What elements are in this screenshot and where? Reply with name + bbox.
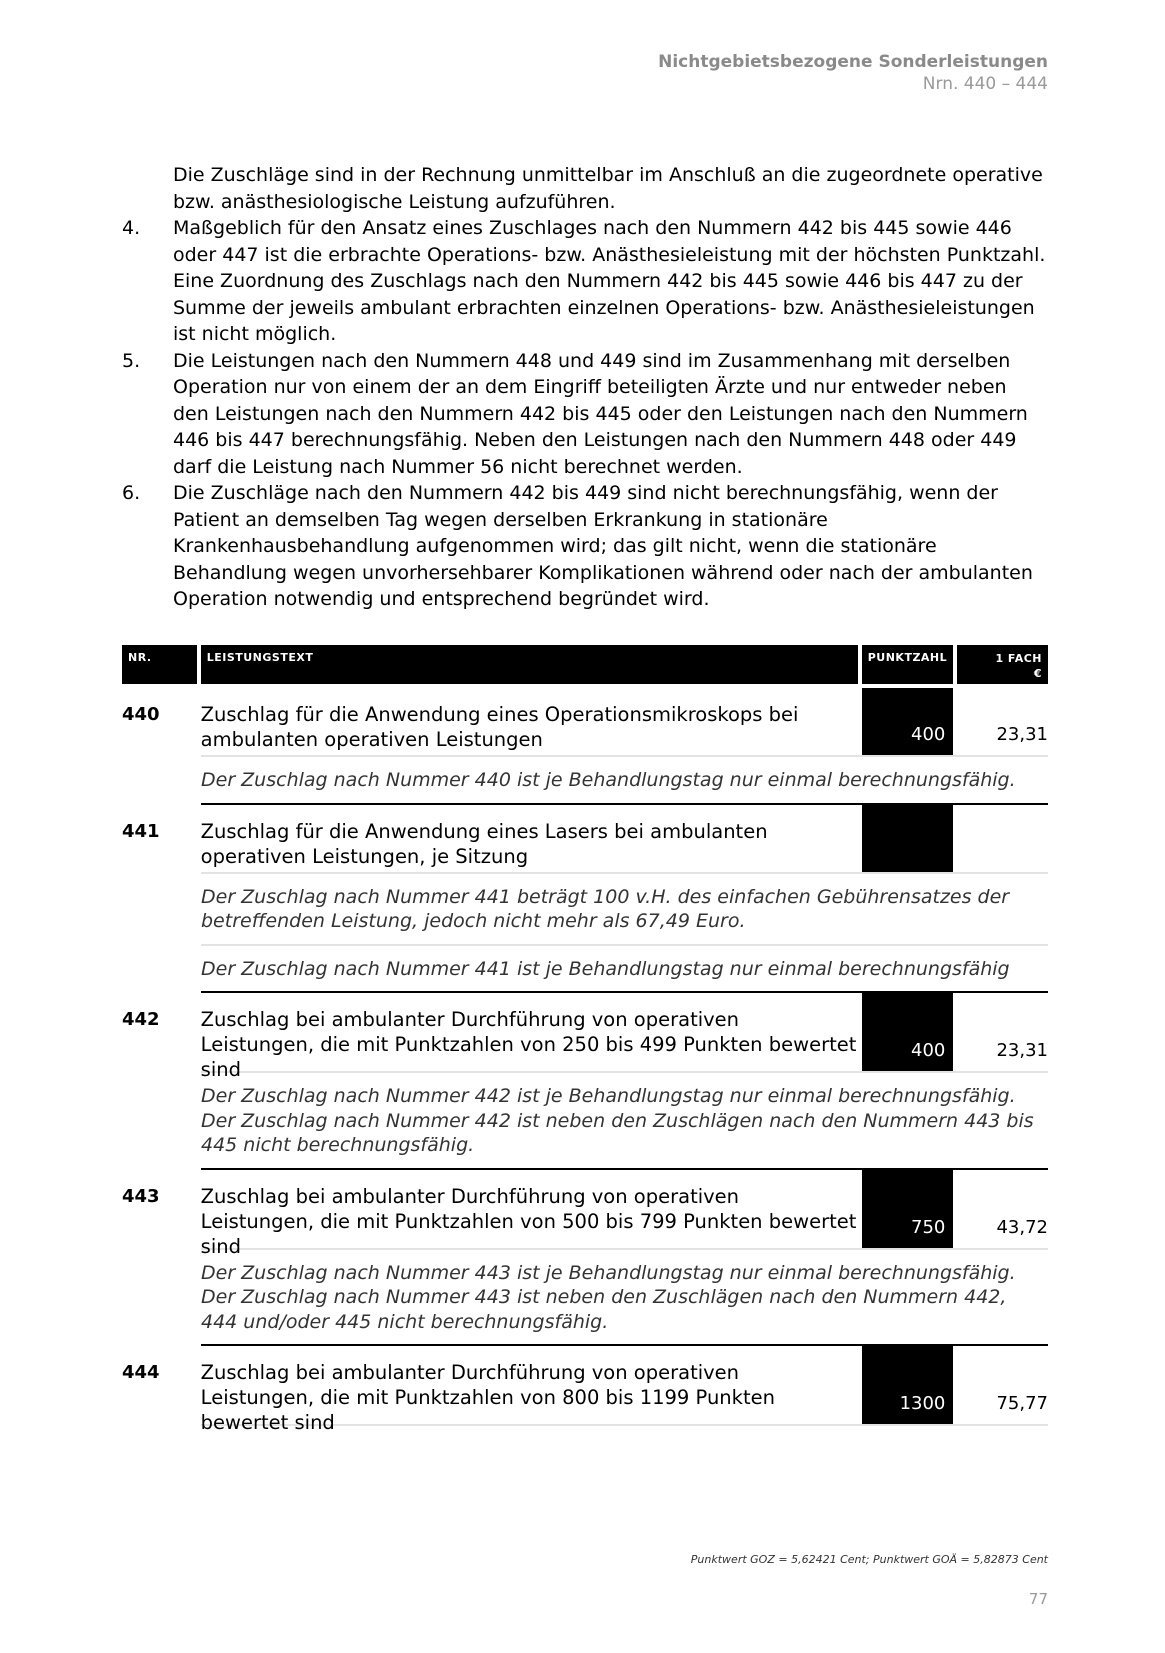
table-row bbox=[122, 1170, 1048, 1258]
table-header bbox=[122, 645, 1048, 684]
row-text: Zuschlag für die Anwendung eines Operationsmikroskops bei ambulanten operativen Leistungen bbox=[200, 703, 799, 751]
table-row bbox=[122, 688, 1048, 755]
row-note: Der Zuschlag nach Nummer 440 ist je Behandlungstag nur einmal berechnungsfähig. bbox=[201, 769, 1016, 791]
list-text: Die Leistungen nach den Nummern 448 und 449 sind im Zusammenhang mit derselben Operation nur von einem der an dem Eingriff beteiligten Ärzte und nur entweder neben den Leistungen nach den Nummern 442 bis 445 oder den Leistungen nach den Nummern 446 bis 447 berechnungsfähig. Neben den Leistungen nach den Nummern 448 oder 449 darf die Leistung nach Nummer 56 nicht berechnet werden. bbox=[173, 349, 1028, 478]
intro-paragraph: Die Zuschläge sind in der Rechnung unmittelbar im Anschluß an die zugeordnete operative bzw. anästhesiologische Leistung aufzuführen. bbox=[173, 164, 1043, 213]
table-row bbox=[122, 805, 1048, 872]
section-title: Nichtgebietsbezogene Sonderleistungen bbox=[658, 52, 1048, 72]
row-fach bbox=[957, 805, 1048, 872]
row-punktzahl: 400 bbox=[862, 993, 954, 1071]
table-row bbox=[122, 993, 1048, 1081]
header-euro: € bbox=[1033, 667, 1042, 680]
row-text: Zuschlag bei ambulanter Durchführung von operativen Leistungen, die mit Punktzahlen von 500 bis 799 Punkten bewertet sind bbox=[200, 1184, 857, 1258]
row-note: Der Zuschlag nach Nummer 442 ist je Behandlungstag nur einmal berechnungsfähig. Der Zuschlag nach Nummer 442 ist neben den Zuschlägen nach den Nummern 443 bis 445 nicht berechnungsfähig. bbox=[201, 1085, 1034, 1156]
list-number: 4. bbox=[122, 217, 141, 239]
row-punktzahl: 1300 bbox=[862, 1346, 954, 1424]
row-fach: 23,31 bbox=[996, 1040, 1048, 1061]
page-header bbox=[658, 52, 1048, 94]
row-fach: 23,31 bbox=[996, 724, 1048, 745]
row-nr: 442 bbox=[122, 1009, 160, 1030]
header-1fach-label: 1 FACH bbox=[995, 652, 1042, 665]
fee-table bbox=[122, 645, 1048, 1434]
page-number: 77 bbox=[1028, 1590, 1048, 1608]
row-nr: 441 bbox=[122, 820, 160, 842]
header-punktzahl: PUNKTZAHL bbox=[862, 645, 954, 684]
header-leistungstext: LEISTUNGSTEXT bbox=[201, 645, 858, 684]
punktwert-note: Punktwert GOZ = 5,62421 Cent; Punktwert GOÄ = 5,82873 Cent bbox=[690, 1553, 1048, 1566]
row-fach: 75,77 bbox=[996, 1393, 1048, 1414]
intro-text bbox=[122, 162, 1048, 613]
header-nr: NR. bbox=[122, 645, 197, 684]
list-item bbox=[122, 348, 1048, 481]
row-punktzahl: 400 bbox=[862, 688, 954, 755]
list-text: Maßgeblich für den Ansatz eines Zuschlages nach den Nummern 442 bis 445 sowie 446 oder 447 ist die erbrachte Operations- bzw. Anästhesieleistung mit der höchsten Punktzahl. Eine Zuordnung des Zuschlags nach den Nummern 442 bis 445 sowie 446 bis 447 zu der Summe der jeweils ambulant erbrachten einzelnen Operations- bzw. Anästhesieleistungen ist nicht möglich. bbox=[173, 217, 1046, 345]
row-nr: 443 bbox=[122, 1185, 160, 1207]
row-text: Zuschlag bei ambulanter Durchführung von operativen Leistungen, die mit Punktzahlen von 800 bis 1199 Punkten bewertet sind bbox=[200, 1361, 775, 1434]
row-nr: 440 bbox=[122, 704, 160, 725]
table-row bbox=[122, 1346, 1048, 1434]
list-number: 6. bbox=[122, 482, 141, 504]
row-punktzahl: 750 bbox=[862, 1170, 954, 1248]
row-nr: 444 bbox=[122, 1362, 160, 1383]
row-note: Der Zuschlag nach Nummer 441 ist je Behandlungstag nur einmal berechnungsfähig bbox=[201, 957, 1010, 980]
row-note: Der Zuschlag nach Nummer 443 ist je Behandlungstag nur einmal berechnungsfähig. Der Zuschlag nach Nummer 443 ist neben den Zuschlägen nach den Nummern 442, 444 und/oder 445 nicht berechnungsfähig. bbox=[201, 1261, 1016, 1333]
row-fach: 43,72 bbox=[996, 1216, 1048, 1238]
row-text: Zuschlag bei ambulanter Durchführung von operativen Leistungen, die mit Punktzahlen von 250 bis 499 Punkten bewertet sind bbox=[200, 1008, 857, 1081]
header-1fach bbox=[957, 645, 1048, 684]
list-number: 5. bbox=[122, 349, 141, 372]
list-text: Die Zuschläge nach den Nummern 442 bis 449 sind nicht berechnungsfähig, wenn der Patient an demselben Tag wegen derselben Erkrankung in stationäre Krankenhausbehandlung aufgenommen wird; das gilt nicht, wenn die stationäre Behandlung wegen unvorhersehbarer Komplikationen während oder nach der ambulanten Operation notwendig und entsprechend begründet wird. bbox=[173, 482, 1033, 610]
row-note: Der Zuschlag nach Nummer 441 beträgt 100 v.H. des einfachen Gebührensatzes der betreffenden Leistung, jedoch nicht mehr als 67,49 Euro. bbox=[201, 885, 1010, 932]
list-item bbox=[122, 215, 1048, 348]
section-subtitle: Nrn. 440 – 444 bbox=[922, 74, 1048, 94]
row-text: Zuschlag für die Anwendung eines Lasers bei ambulanten operativen Leistungen, je Sitzung bbox=[200, 819, 768, 868]
list-item bbox=[122, 480, 1048, 613]
row-punktzahl bbox=[862, 805, 954, 872]
